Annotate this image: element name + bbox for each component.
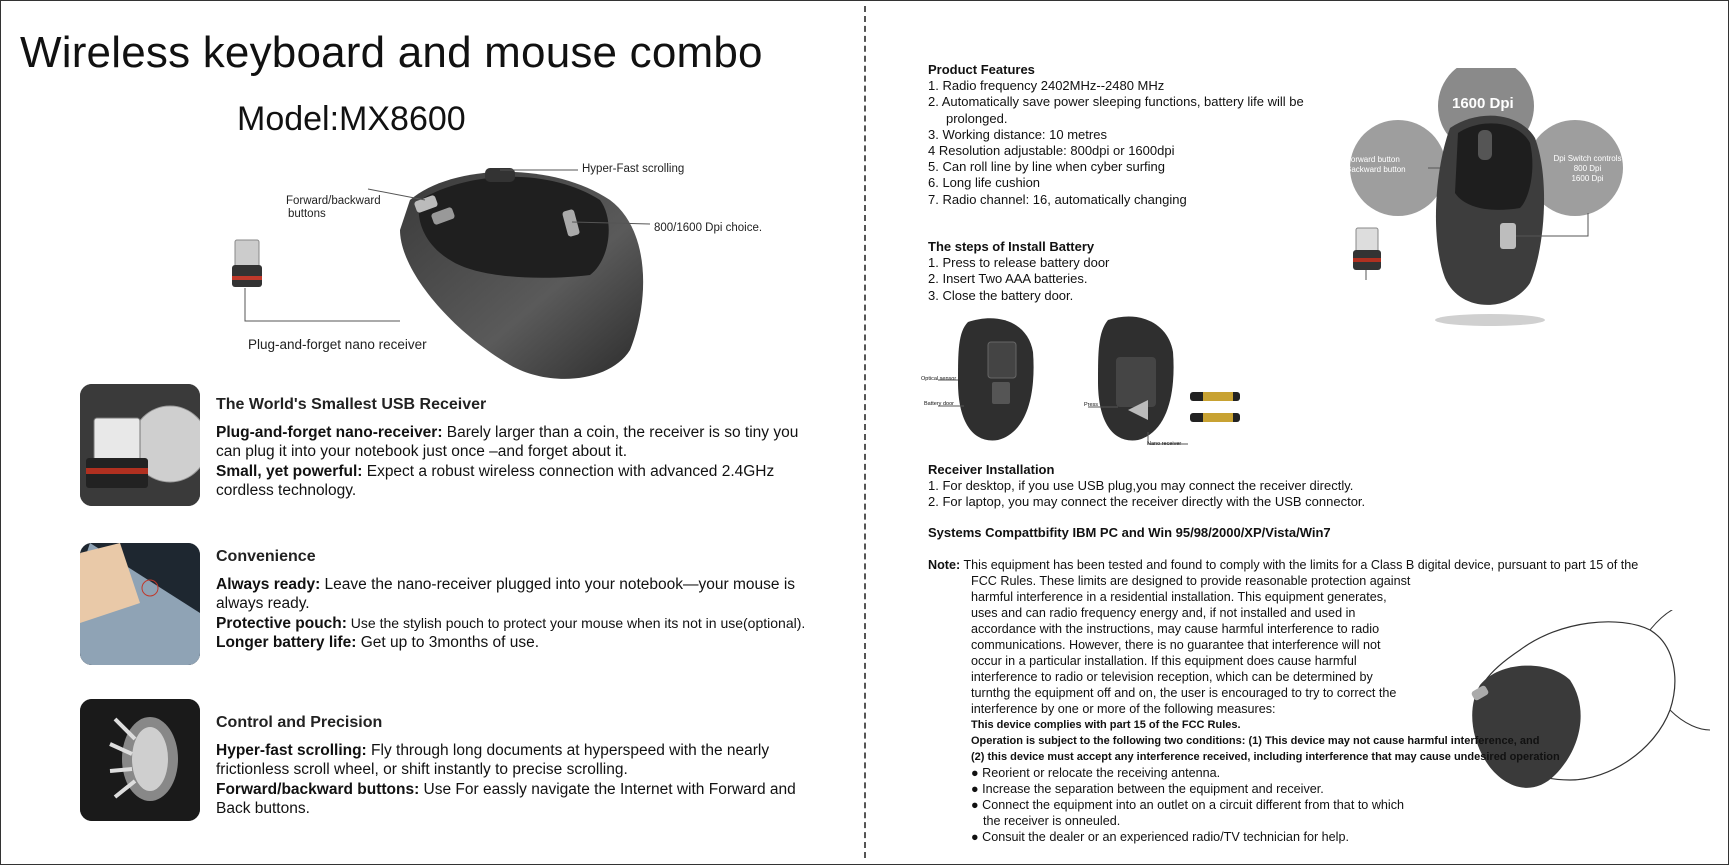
bubble-label: 800 Dpi [1573,164,1602,173]
bubble-label: Backward button [1346,165,1406,174]
systems-compatibility: Systems Compattbifity IBM PC and Win 95/98/2000/XP/Vista/Win7 [928,525,1331,540]
measure-item: ● Reorient or relocate the receiving antenna. [971,766,1221,780]
bubble-label: Dpi Switch controls [1553,154,1622,163]
battery-steps [928,239,1109,304]
step-line: 2. For laptop, you may connect the receiver directly with the USB connector. [928,494,1366,510]
note-line: turnthg the equipment off and on, the user is encouraged to try to correct the [971,686,1397,700]
label-press: Press [1084,402,1099,408]
receiver-coin-photo [80,384,200,506]
section-heading: The steps of Install Battery [928,239,1095,254]
feature-text: Fly through long documents at hyperspeed with the nearly frictionless scroll wheel, or shift instantly to precise scrolling. [216,741,770,778]
callout-fwd-back-2: buttons [288,208,326,220]
measure-item [928,813,1688,829]
feature-line: 4 Resolution adjustable: 800dpi or 1600dpi [928,143,1175,159]
note-line: communications. However, there is no guarantee that interference will not [971,638,1381,652]
feature-heading: Control and Precision [216,714,383,731]
feature-heading: Convenience [216,548,316,565]
measure-text: Reorient or relocate the receiving antenna. [982,766,1221,780]
feature-term: Protective pouch: [216,614,347,632]
bubble-buttons [1346,155,1406,175]
bubble-dpi [1545,154,1630,184]
feature-term: Forward/backward buttons: [216,780,420,798]
measure-text: Connect the equipment into an outlet on a circuit different from that to which [982,798,1405,812]
feature-text: Get up to 3months of use. [356,634,540,651]
feature-term: Small, yet powerful: [216,462,363,480]
measure-item: ● Connect the equipment into an outlet on a circuit different from that to which [971,798,1405,812]
feature-text: Expect a robust wireless connection with advanced 2.4GHz cordless technology. [216,462,775,499]
measure-text: Consuit the dealer or an experienced radio/TV technician for help. [982,830,1349,844]
callout-fwd-back-1: Forward/backward [286,195,381,207]
measure-item: ● Consuit the dealer or an experienced radio/TV technician for help. [971,830,1349,844]
section-heading: Receiver Installation [928,462,1055,477]
label-optical: Optical sensor [921,376,957,382]
battery-illustration [918,312,1258,452]
model-number: Model:MX8600 [237,100,466,138]
callout-receiver: Plug-and-forget nano receiver [248,337,427,352]
feature-term: Hyper-fast scrolling: [216,741,367,759]
fcc-line: This device complies with part 15 of the FCC Rules. [971,719,1241,731]
note-line: uses and can radio frequency energy and, if not installed and used in [971,606,1356,620]
callout-hyper-scroll: Hyper-Fast scrolling [582,163,685,175]
step-line: 2. Insert Two AAA batteries. [928,271,1088,287]
fcc-note [928,557,1688,845]
feature-line: 3. Working distance: 10 metres [928,126,1107,142]
measure-text: Increase the separation between the equipment and receiver. [982,782,1324,796]
note-line: occur in a particular installation. If this equipment does cause harmful [971,654,1357,668]
scroll-wheel-photo [80,699,200,821]
feature-term: Always ready: [216,575,321,593]
feature-smallest-receiver [216,395,816,501]
step-line: 1. For desktop, if you use USB plug,you may connect the receiver directly. [928,478,1354,494]
callout-dpi: 800/1600 Dpi choice. [654,222,763,234]
bubble-label: Forward button [1346,155,1400,164]
label-nano: Nano receiver [1147,441,1182,447]
receiver-installation [928,462,1448,511]
feature-term: Longer battery life: [216,634,357,651]
page-title: Wireless keyboard and mouse combo [20,28,763,77]
feature-term: Plug-and-forget nano-receiver: [216,423,443,441]
feature-convenience [216,547,816,653]
laptop-hand-photo [80,543,200,665]
section-heading: Product Features [928,62,1035,77]
dpi-badge: 1600 Dpi [1452,95,1514,112]
fcc-line: Operation is subject to the following two conditions: (1) This device may not cause harmful interference, and [971,735,1540,747]
feature-line: 1. Radio frequency 2402MHz--2480 MHz [928,78,1165,94]
feature-text: Use For eassly navigate the Internet with Forward and Back buttons. [216,780,796,817]
feature-text: Barely larger than a coin, the receiver is so tiny you can plug it into your notebook just once –and forget about it. [216,423,799,460]
product-features [928,62,1328,208]
step-line: 1. Press to release battery door [928,255,1110,271]
note-line: FCC Rules. These limits are designed to provide reasonable protection against [971,574,1411,588]
feature-line: 5. Can roll line by line when cyber surfing [928,159,1166,175]
measure-text: the receiver is onneuled. [983,814,1121,828]
note-line: interference by one or more of the following measures: [971,702,1276,716]
feature-text: Use the stylish pouch to protect your mouse when its not in use(optional). [346,614,806,631]
feature-line: 6. Long life cushion [928,175,1041,191]
feature-heading: The World's Smallest USB Receiver [216,396,487,413]
feature-line: prolonged. [946,110,1008,126]
note-line: This equipment has been tested and found to comply with the limits for a Class B digital device, pursuant to part 15 of the [963,558,1639,572]
note-label: Note: [928,558,961,572]
bubble-label: 1600 Dpi [1571,174,1604,183]
fold-line [864,6,866,858]
label-battery-door: Battery door [924,401,954,407]
feature-control-precision [216,713,816,819]
note-line: accordance with the instructions, may cause harmful interference to radio [971,622,1380,636]
note-line: interference to radio or television reception, which can be determined by [971,670,1373,684]
feature-text: Leave the nano-receiver plugged into your notebook—your mouse is always ready. [216,575,796,612]
note-line: harmful interference in a residential installation. This equipment generates, [971,590,1387,604]
feature-line: 2. Automatically save power sleeping functions, battery life will be [928,94,1304,110]
feature-line: 7. Radio channel: 16, automatically changing [928,191,1187,207]
fcc-line: (2) this device must accept any interference received, including interference that may cause undesired operation [971,751,1560,763]
measure-item: ● Increase the separation between the equipment and receiver. [971,782,1324,796]
step-line: 3. Close the battery door. [928,287,1074,303]
